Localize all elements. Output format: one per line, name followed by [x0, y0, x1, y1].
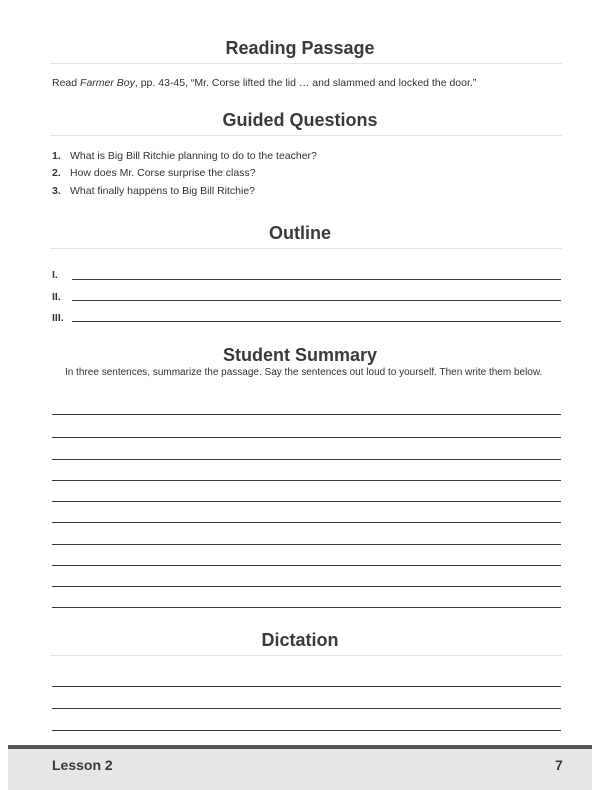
- summary-writing-line[interactable]: [52, 480, 561, 481]
- reading-instruction: Read Farmer Boy, pp. 43-45, “Mr. Corse lifted the lid … and slammed and locked the door.”: [52, 77, 477, 89]
- reading-passage-heading: Reading Passage: [225, 38, 375, 58]
- question-3: 3. What finally happens to Big Bill Ritchie?: [52, 185, 256, 197]
- guided-questions-heading: Guided Questions: [222, 110, 378, 130]
- book-title: Farmer Boy: [80, 77, 135, 89]
- outline-label-3: III.: [52, 312, 64, 324]
- dictation-writing-line[interactable]: [52, 686, 561, 687]
- outline-line-1[interactable]: [72, 279, 561, 280]
- summary-writing-line[interactable]: [52, 607, 561, 608]
- heading-divider: [50, 655, 562, 656]
- lesson-label: Lesson 2: [52, 757, 113, 773]
- outline-line-3[interactable]: [72, 321, 561, 322]
- summary-writing-line[interactable]: [52, 565, 561, 566]
- question-2: 2. How does Mr. Corse surprise the class?: [52, 167, 256, 179]
- dictation-heading: Dictation: [261, 630, 339, 650]
- page-number: 7: [555, 757, 563, 773]
- summary-writing-line[interactable]: [52, 586, 561, 587]
- summary-writing-line[interactable]: [52, 544, 561, 545]
- dictation-writing-line[interactable]: [52, 730, 561, 731]
- summary-writing-line[interactable]: [52, 501, 561, 502]
- summary-writing-line[interactable]: [52, 437, 561, 438]
- summary-writing-line[interactable]: [52, 414, 561, 415]
- outline-heading: Outline: [269, 223, 331, 243]
- question-1: 1. What is Big Bill Ritchie planning to do to the teacher?: [52, 150, 317, 162]
- student-summary-heading: Student Summary: [222, 345, 378, 365]
- summary-writing-line[interactable]: [52, 459, 561, 460]
- summary-writing-line[interactable]: [52, 522, 561, 523]
- outline-label-1: I.: [52, 269, 58, 281]
- dictation-writing-line[interactable]: [52, 708, 561, 709]
- heading-divider: [50, 63, 562, 64]
- outline-label-2: II.: [52, 291, 61, 303]
- summary-instruction: In three sentences, summarize the passage. Say the sentences out loud to yourself. Then write them below.: [65, 367, 543, 378]
- heading-divider: [50, 248, 562, 249]
- outline-line-2[interactable]: [72, 300, 561, 301]
- heading-divider: [50, 135, 562, 136]
